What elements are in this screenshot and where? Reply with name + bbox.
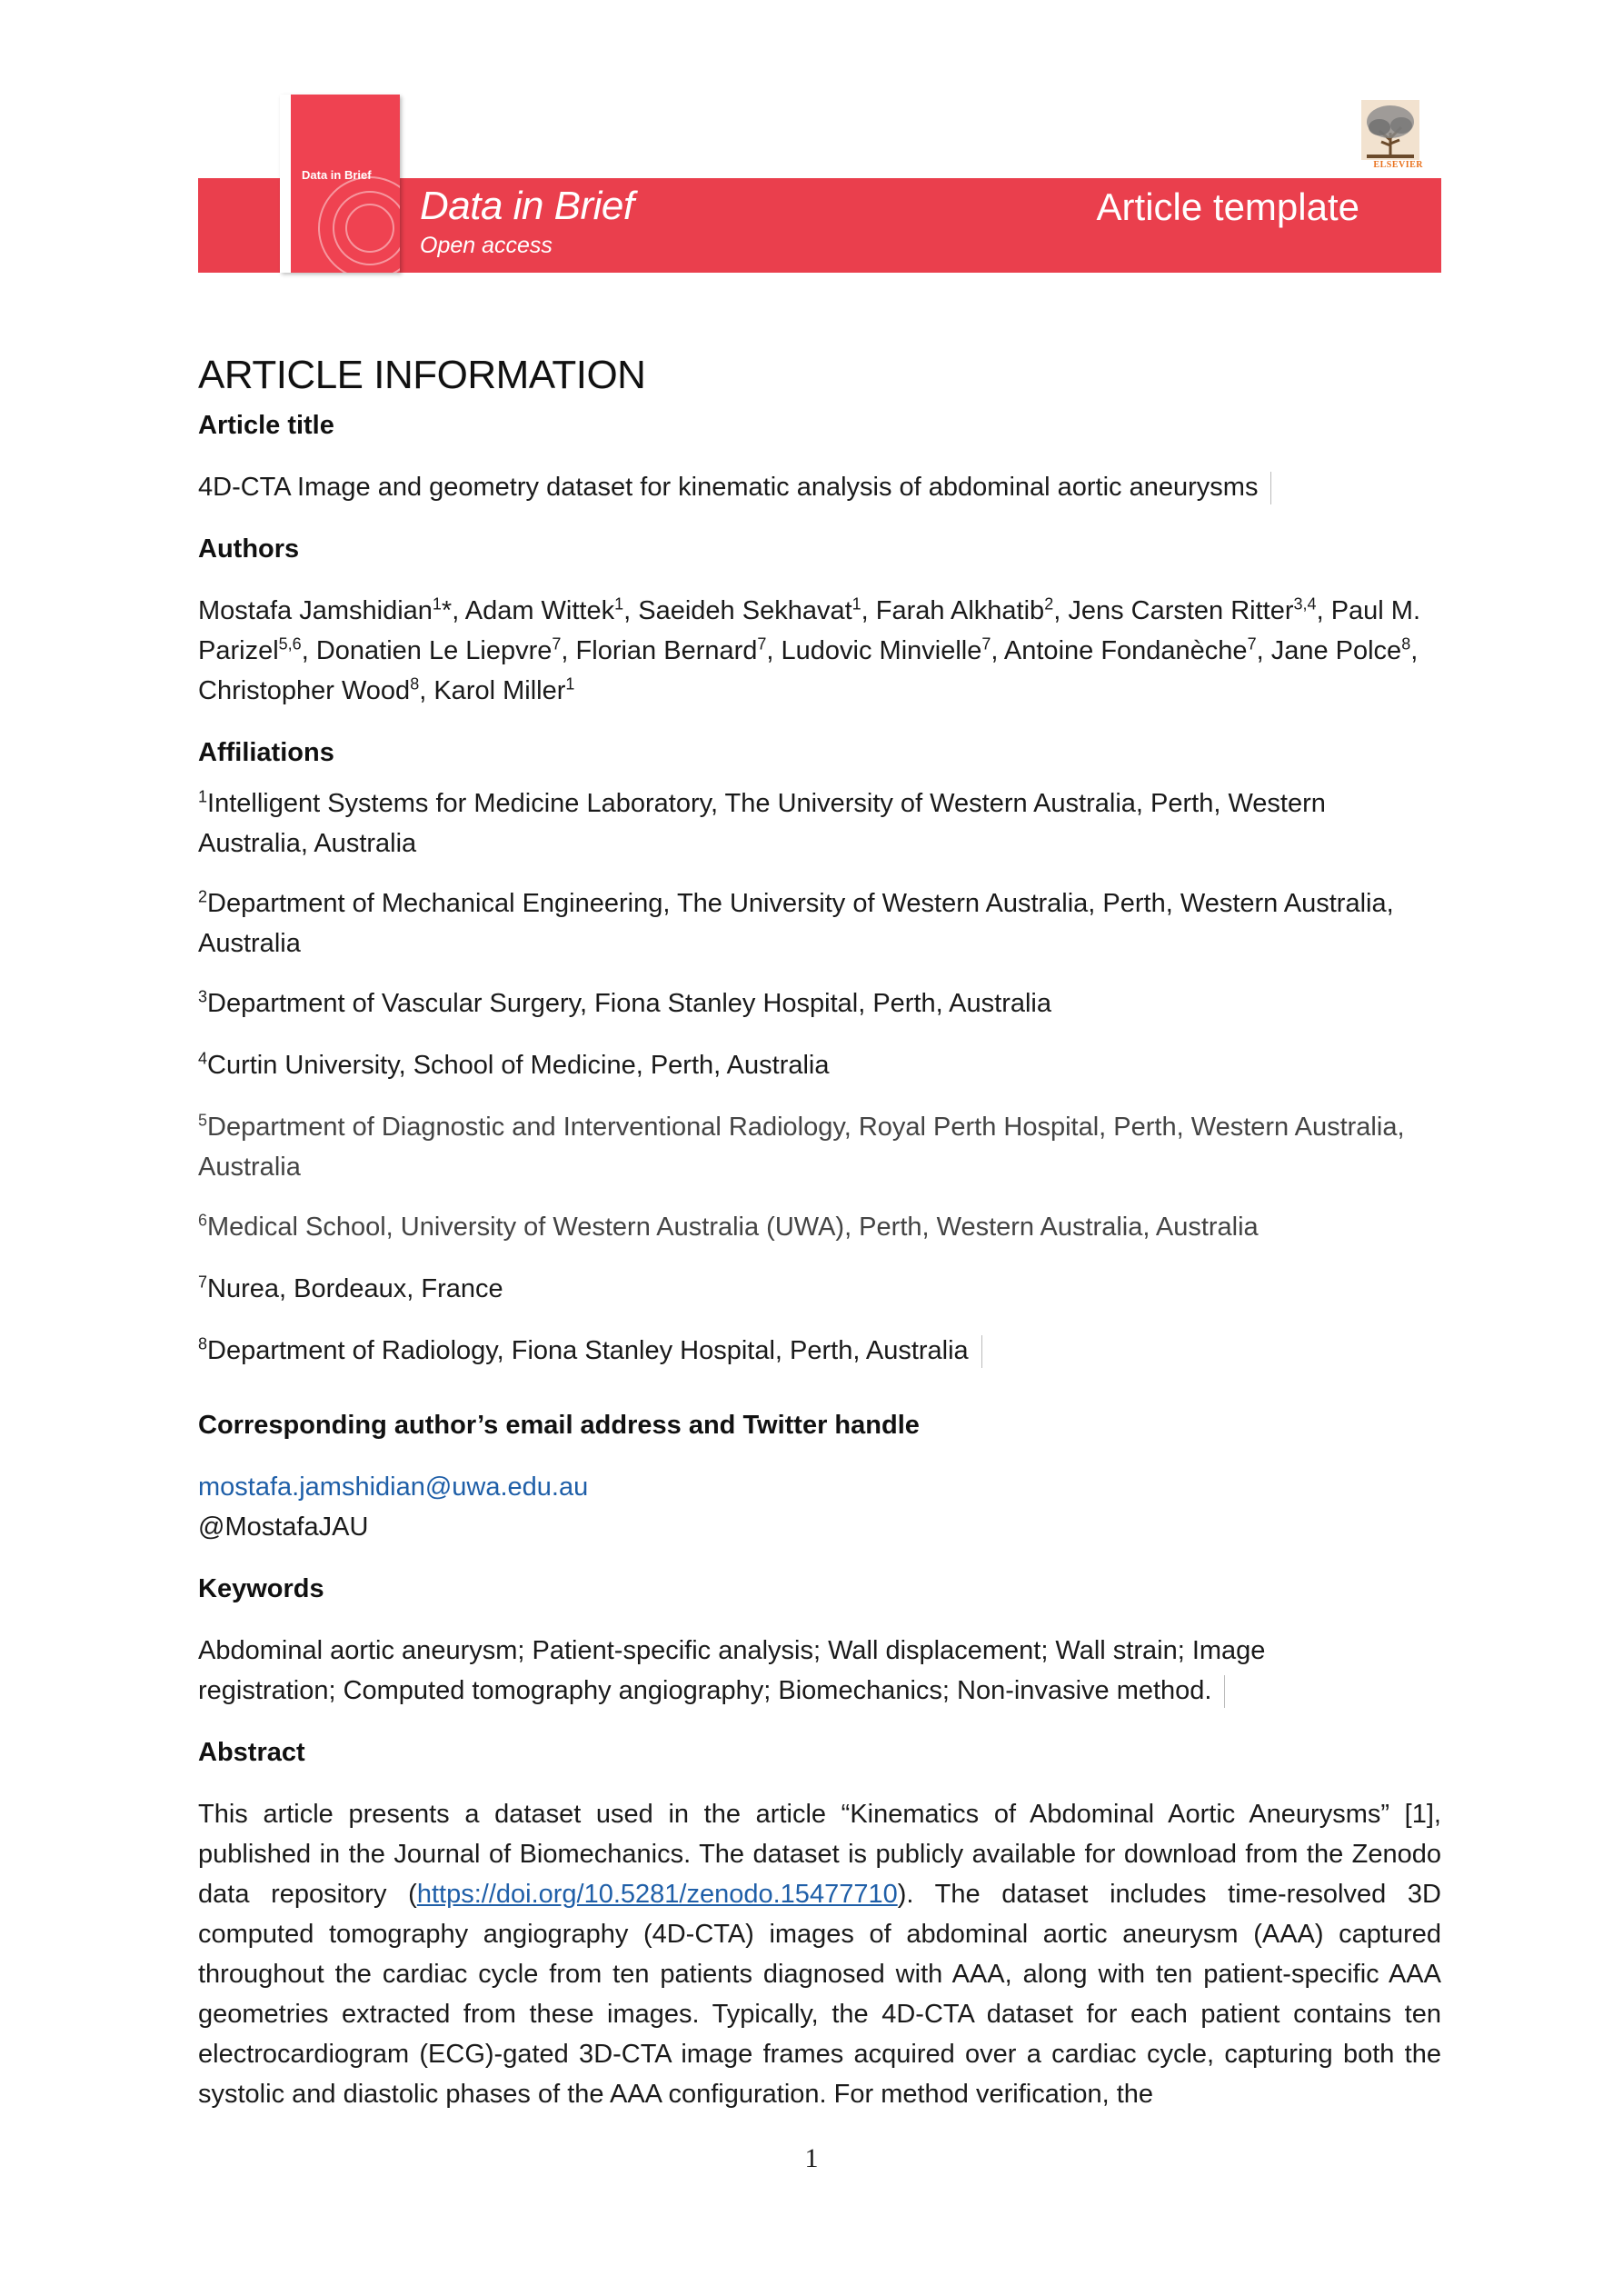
publisher-label: ELSEVIER (1373, 160, 1423, 170)
author-name: Paul M. Parizel (198, 596, 1421, 665)
author-affiliation-sup: 1 (614, 594, 624, 614)
author-separator: , (1256, 636, 1271, 665)
affiliation-number: 2 (198, 887, 208, 906)
email-link[interactable]: mostafa.jamshidian@uwa.edu.au (198, 1472, 589, 1502)
affiliation-text: Intelligent Systems for Medicine Laboratory, The University of Western Australia, Perth, Western Australia, Australia (198, 789, 1326, 858)
author-separator: , (419, 676, 434, 705)
affiliation-item (198, 1331, 1441, 1371)
author-name: Karol Miller (433, 676, 566, 705)
author-affiliation-sup: 8 (1401, 634, 1411, 654)
author-separator: , (766, 636, 782, 665)
journal-cover-thumbnail (280, 95, 400, 273)
author-name: Christopher Wood (198, 676, 411, 705)
affiliation-item (198, 784, 1441, 863)
author-affiliation-sup: 7 (1247, 634, 1257, 654)
affiliation-text: Medical School, University of Western Australia (UWA), Perth, Western Australia, Australia (207, 1213, 1259, 1242)
author-separator: , (1316, 596, 1331, 625)
keywords-content: Abdominal aortic aneurysm; Patient-specific analysis; Wall displacement; Wall strain; Image registration; Computed tomography angiography; Biomechanics; Non-invasive method. (198, 1636, 1266, 1705)
author-separator: , (623, 596, 639, 625)
author-affiliation-sup: 8 (410, 674, 420, 694)
author-separator: , (1410, 636, 1419, 665)
abstract-part-2: ). The dataset includes time-resolved 3D computed tomography angiography (4D-CTA) images of abdominal aortic aneurysm (AAA) captured throughout the cardiac cycle from ten patients diagnosed with AAA, along with ten patient-specific AAA geometries extracted from these images. Typically, the 4D-CTA dataset for each patient contains ten electrocardiogram (ECG)-gated 3D-CTA image frames acquired over a cardiac cycle, capturing both the systolic and diastolic phases of the AAA configuration. For method verification, the (198, 1880, 1442, 2109)
authors-label: Authors (198, 534, 300, 564)
journal-banner (198, 95, 1441, 273)
author-name: Mostafa Jamshidian (198, 596, 433, 625)
author-separator: , (561, 636, 576, 665)
affiliation-number: 4 (198, 1049, 208, 1068)
author-name: Farah Alkhatib (875, 596, 1045, 625)
contact-block (198, 1467, 1441, 1547)
twitter-handle: @MostafaJAU (198, 1512, 369, 1542)
abstract-label: Abstract (198, 1738, 305, 1767)
author-affiliation-sup: 1 (432, 594, 442, 614)
author-separator: *, (441, 596, 465, 625)
abstract-text (198, 1794, 1441, 2114)
affiliation-number: 7 (198, 1273, 208, 1292)
author-affiliation-sup: 7 (757, 634, 767, 654)
author-name: Jens Carsten Ritter (1068, 596, 1294, 625)
author-separator: , (991, 636, 1004, 665)
keywords-label: Keywords (198, 1574, 324, 1603)
author-name: Antoine Fondanèche (1003, 636, 1248, 665)
affiliation-number: 6 (198, 1211, 208, 1230)
affiliation-item (198, 1269, 1441, 1309)
affiliation-text: Curtin University, School of Medicine, Perth, Australia (207, 1051, 830, 1080)
affiliation-item (198, 1107, 1441, 1187)
author-separator: , (861, 596, 876, 625)
affiliation-item (198, 1045, 1441, 1085)
page-number: 1 (804, 2143, 819, 2173)
author-affiliation-sup: 2 (1044, 594, 1054, 614)
author-affiliation-sup: 7 (552, 634, 562, 654)
abstract-part-1: This article presents a dataset used in the article “Kinematics of Abdominal Aortic Aneurysms” [1], published in the Journal of Biomechanics. The dataset is publicly available for download from the Zenodo data repository ( (198, 1800, 1441, 1909)
author-separator: , (301, 636, 316, 665)
author-separator: , (1053, 596, 1069, 625)
author-name: Saeideh Sekhavat (638, 596, 852, 625)
affiliation-text: Nurea, Bordeaux, France (207, 1274, 503, 1303)
author-affiliation-sup: 1 (851, 594, 861, 614)
affiliations-label: Affiliations (198, 738, 334, 767)
affiliation-number: 5 (198, 1111, 208, 1130)
affiliation-item (198, 883, 1441, 963)
article-information-heading: ARTICLE INFORMATION (198, 353, 646, 397)
affiliation-text: Department of Radiology, Fiona Stanley Hospital, Perth, Australia (207, 1336, 969, 1365)
corresponding-label: Corresponding author’s email address and Twitter handle (198, 1411, 920, 1440)
authors-list (198, 591, 1441, 711)
keywords-text (198, 1631, 1325, 1711)
article-title-text: 4D-CTA Image and geometry dataset for kinematic analysis of abdominal aortic aneurysms (198, 473, 1259, 502)
author-affiliation-sup: 1 (565, 674, 575, 694)
affiliation-item (198, 983, 1441, 1023)
template-label: Article template (1096, 185, 1359, 228)
journal-name: Data in Brief (420, 184, 634, 228)
affiliation-number: 3 (198, 987, 208, 1006)
author-name: Donatien Le Liepvre (315, 636, 553, 665)
affiliation-text: Department of Diagnostic and Interventional Radiology, Royal Perth Hospital, Perth, Western Australia, Australia (198, 1113, 1405, 1182)
author-affiliation-sup: 3,4 (1293, 594, 1317, 614)
article-title-label: Article title (198, 411, 334, 440)
affiliation-number: 8 (198, 1334, 208, 1353)
affiliation-item (198, 1207, 1441, 1247)
author-name: Florian Bernard (575, 636, 758, 665)
author-affiliation-sup: 7 (981, 634, 991, 654)
author-name: Adam Wittek (464, 596, 615, 625)
author-affiliation-sup: 5,6 (278, 634, 302, 654)
article-title (198, 467, 1441, 507)
zenodo-link[interactable]: https://doi.org/10.5281/zenodo.15477710 (416, 1880, 898, 1909)
author-name: Jane Polce (1270, 636, 1402, 665)
affiliation-text: Department of Vascular Surgery, Fiona Stanley Hospital, Perth, Australia (207, 989, 1051, 1018)
cover-title: Data in Brief (302, 168, 372, 182)
author-name: Ludovic Minvielle (781, 636, 982, 665)
affiliation-text: Department of Mechanical Engineering, The University of Western Australia, Perth, Western Australia, Australia (198, 889, 1394, 958)
affiliation-number: 1 (198, 787, 208, 806)
journal-subtitle: Open access (420, 233, 553, 258)
